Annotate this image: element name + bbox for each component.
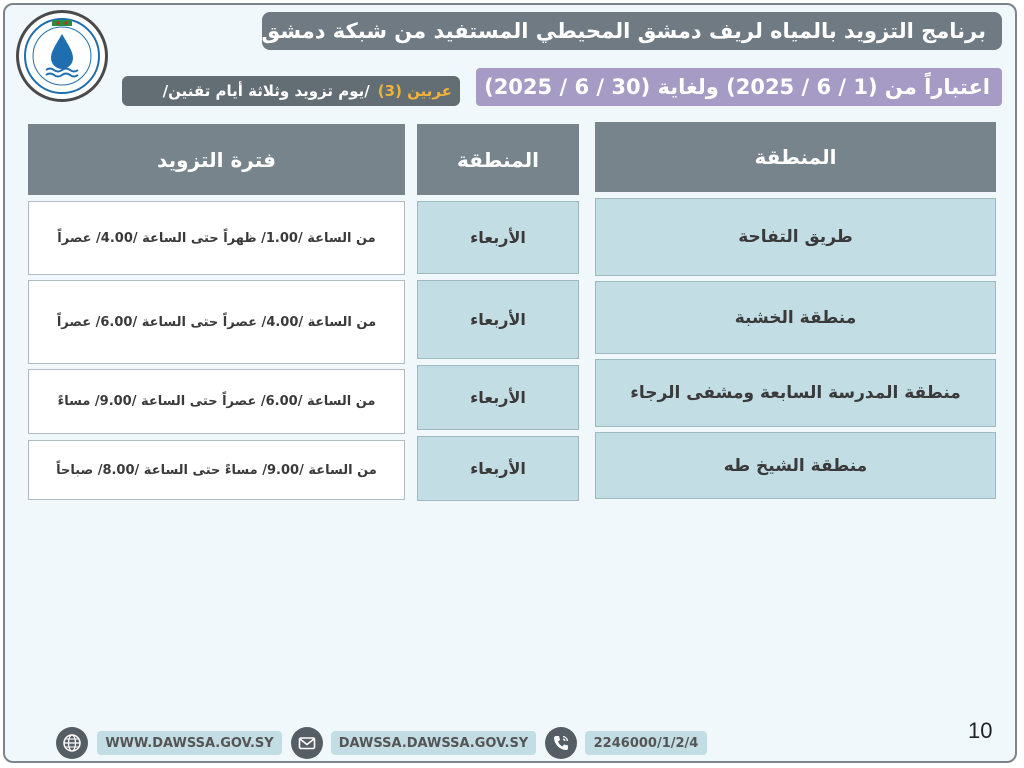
day-cell: الأربعاء: [417, 201, 579, 274]
phone-icon: [545, 727, 577, 759]
time-cell: من الساعة /9.00/ مساءً حتى الساعة /8.00/ صباحاً: [28, 440, 405, 500]
schedule-note: /يوم تزويد وثلاثة أيام تقنين/: [162, 82, 370, 100]
globe-icon: [56, 727, 88, 759]
mail-icon: [291, 727, 323, 759]
day-cell: الأربعاء: [417, 436, 579, 501]
area-header: المنطقة: [595, 122, 996, 192]
website-link[interactable]: WWW.DAWSSA.GOV.SY: [97, 731, 282, 755]
time-cell: من الساعة /4.00/ عصراً حتى الساعة /6.00/ عصراً: [28, 280, 405, 364]
page-title: برنامج التزويد بالمياه لريف دمشق المحيطي المستفيد من شبكة دمشق: [262, 12, 1002, 50]
water-drop-icon: [22, 16, 102, 96]
time-cell: من الساعة /6.00/ عصراً حتى الساعة /9.00/ مساءً: [28, 369, 405, 434]
area-cell: منطقة الشيخ طه: [595, 432, 996, 499]
area-cell: منطقة المدرسة السابعة ومشفى الرجاء: [595, 359, 996, 427]
area-cell: طريق التفاحة: [595, 198, 996, 276]
area-cell: منطقة الخشبة: [595, 281, 996, 354]
time-cell: من الساعة /1.00/ ظهراً حتى الساعة /4.00/ عصراً: [28, 201, 405, 275]
time-header: فترة التزويد: [28, 124, 405, 195]
group-label: عربين (3): [377, 82, 452, 100]
day-cell: الأربعاء: [417, 280, 579, 359]
phone-number[interactable]: 2246000/1/2/4: [585, 731, 707, 755]
period-banner: اعتباراً من (1 / 6 / 2025) ولغاية (30 / 6 / 2025): [476, 68, 1002, 106]
schedule-tag: [122, 76, 460, 106]
day-header: المنطقة: [417, 124, 579, 195]
day-cell: الأربعاء: [417, 365, 579, 430]
organization-logo: [16, 10, 108, 102]
page-number: 10: [968, 718, 993, 743]
email-link[interactable]: DAWSSA.DAWSSA.GOV.SY: [331, 731, 536, 755]
